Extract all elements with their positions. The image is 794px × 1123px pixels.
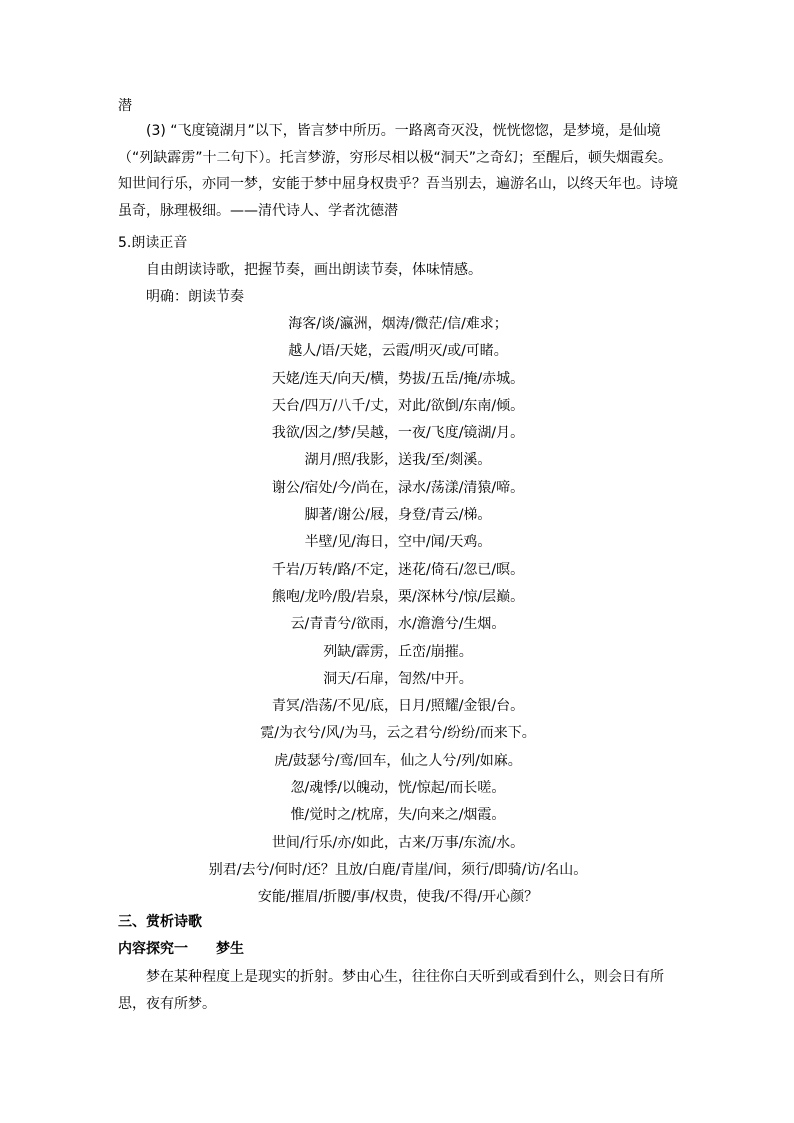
- section-heading-reading: 5.朗读正音: [118, 235, 188, 251]
- poem-line: 脚著/谢公/屐，身登/青云/梯。: [304, 507, 492, 524]
- poem-line: 别君/去兮/何时/还？且放/白鹿/青崖/间，须行/即骑/访/名山。: [208, 861, 588, 878]
- poem-line: 谢公/宿处/今/尚在，渌水/荡漾/清猿/啼。: [271, 479, 525, 496]
- poem-line: 千岩/万转/路/不定，迷花/倚石/忽已/暝。: [271, 561, 525, 578]
- reading-instruction: 自由朗读诗歌，把握节奏，画出朗读节奏，体味情感。: [146, 262, 482, 278]
- poem-line: 世间/行乐/亦/如此，古来/万事/东流/水。: [271, 834, 525, 851]
- dream-paragraph: 梦在某种程度上是现实的折射。梦由心生，往往你白天听到或看到什么，则会日有所思，夜有所梦。: [118, 969, 664, 1012]
- section-heading-appreciation: 三、赏析诗歌: [118, 914, 202, 930]
- continued-word: 潜: [118, 98, 132, 114]
- poem-line: 天台/四万/八千/丈，对此/欲倒/东南/倾。: [271, 397, 525, 414]
- note-paragraph: (3) “飞度镜湖月”以下，皆言梦中所历。一路离奇灭没，恍恍惚惚，是梦境，是仙境（“列缺霹雳”十二句下）。托言梦游，穷形尽相以极“洞天”之奇幻；至醒后，顿失烟霞矣。知世间行乐，亦同一梦，安能于梦中屈身权贵乎？吾当别去，遍游名山，以终天年也。诗境虽奇，脉理极细。——清代诗人、学者沈德潜: [118, 123, 678, 219]
- poem-line: 青冥/浩荡/不见/底，日月/照耀/金银/台。: [271, 698, 525, 715]
- poem-rhythm-block: [118, 314, 678, 915]
- poem-line: 越人/语/天姥，云霞/明灭/或/可睹。: [288, 343, 508, 360]
- poem-line: 我欲/因之/梦/吴越，一夜/飞度/镜湖/月。: [271, 425, 525, 442]
- poem-line: 半壁/见/海日，空中/闻/天鸡。: [304, 534, 492, 551]
- poem-line: 列缺/霹雳，丘峦/崩摧。: [323, 643, 473, 660]
- poem-line: 惟/觉时之/枕席，失/向来之/烟霞。: [290, 807, 506, 824]
- poem-line: 云/青青兮/欲雨，水/澹澹兮/生烟。: [290, 616, 506, 633]
- poem-line: 霓/为衣兮/风/为马，云之君兮/纷纷/而来下。: [260, 725, 536, 742]
- inquiry-label: 内容探究一: [118, 941, 188, 957]
- poem-line: 洞天/石扉，訇然/中开。: [323, 670, 473, 687]
- poem-line: 安能/摧眉/折腰/事/权贵，使我/不得/开心颜？: [257, 889, 539, 906]
- poem-line: 熊咆/龙吟/殷/岩泉，栗/深林兮/惊/层巅。: [271, 588, 525, 605]
- poem-line: 天姥/连天/向天/横，势拔/五岳/掩/赤城。: [271, 370, 525, 387]
- poem-line: 海客/谈/瀛洲，烟涛/微茫/信/难求；: [288, 316, 508, 332]
- clarify-label: 明确：朗读节奏: [146, 289, 244, 305]
- poem-line: 湖月/照/我影，送我/至/剡溪。: [304, 452, 492, 469]
- content-inquiry-heading: [118, 939, 244, 959]
- poem-line: 虎/鼓瑟兮/鸾/回车，仙之人兮/列/如麻。: [274, 752, 522, 769]
- poem-line: 忽/魂悸/以魄动，恍/惊起/而长嗟。: [290, 780, 506, 797]
- inquiry-title: 梦生: [216, 941, 244, 957]
